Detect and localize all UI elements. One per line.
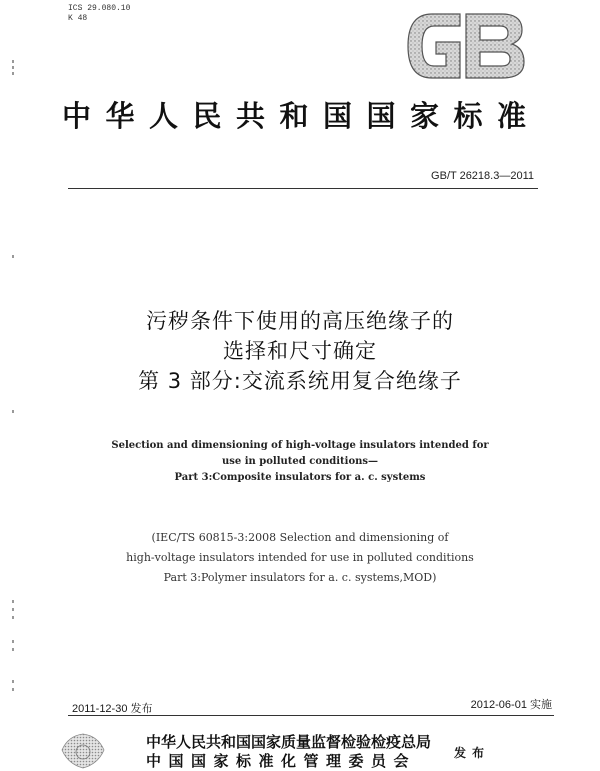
- english-title-line-2: use in polluted conditions—: [221, 456, 379, 467]
- classification-codes: [68, 4, 130, 24]
- english-title-line-1: Selection and dimensioning of high-voltage insulators intended for: [111, 440, 489, 451]
- chinese-title-line-1: 污秽条件下使用的高压绝缘子的: [146, 309, 454, 333]
- publish-label: 发布: [454, 746, 491, 760]
- implementation-date: 2012-06-01 实施: [470, 699, 552, 711]
- english-title-line-3: Part 3:Composite insulators for a. c. systems: [174, 472, 426, 483]
- ics-code: ICS 29.080.10: [68, 4, 131, 13]
- chinese-title-line-2: 选择和尺寸确定: [223, 339, 377, 363]
- issuing-authorities: [146, 733, 431, 771]
- issue-date: 2011-12-30 发布: [72, 703, 153, 715]
- footer-divider: [68, 715, 554, 716]
- issuer-aqsiq: 中华人民共和国国家质量监督检验检疫总局: [146, 733, 432, 751]
- scan-margin-marks: [12, 0, 16, 768]
- ccs-code: K 48: [68, 14, 88, 23]
- seal-icon: [58, 730, 108, 770]
- chinese-title-line-3: 第 3 部分:交流系统用复合绝缘子: [138, 369, 462, 393]
- iec-reference: [0, 528, 600, 588]
- header-divider: [68, 188, 538, 189]
- gb-logo-icon: [402, 8, 528, 84]
- standard-number: GB/T 26218.3—2011: [431, 170, 534, 182]
- issuer-sac: 中国国家标准化管理委员会: [146, 752, 417, 770]
- national-standard-title: 中华人民共和国国家标准: [62, 99, 541, 133]
- iec-reference-line-2: high-voltage insulators intended for use in polluted conditions: [126, 551, 474, 564]
- iec-reference-line-1: (IEC/TS 60815-3:2008 Selection and dimensioning of: [151, 531, 449, 544]
- chinese-title: [0, 306, 600, 396]
- english-title: [0, 438, 600, 486]
- iec-reference-line-3: Part 3:Polymer insulators for a. c. systems,MOD): [163, 571, 437, 584]
